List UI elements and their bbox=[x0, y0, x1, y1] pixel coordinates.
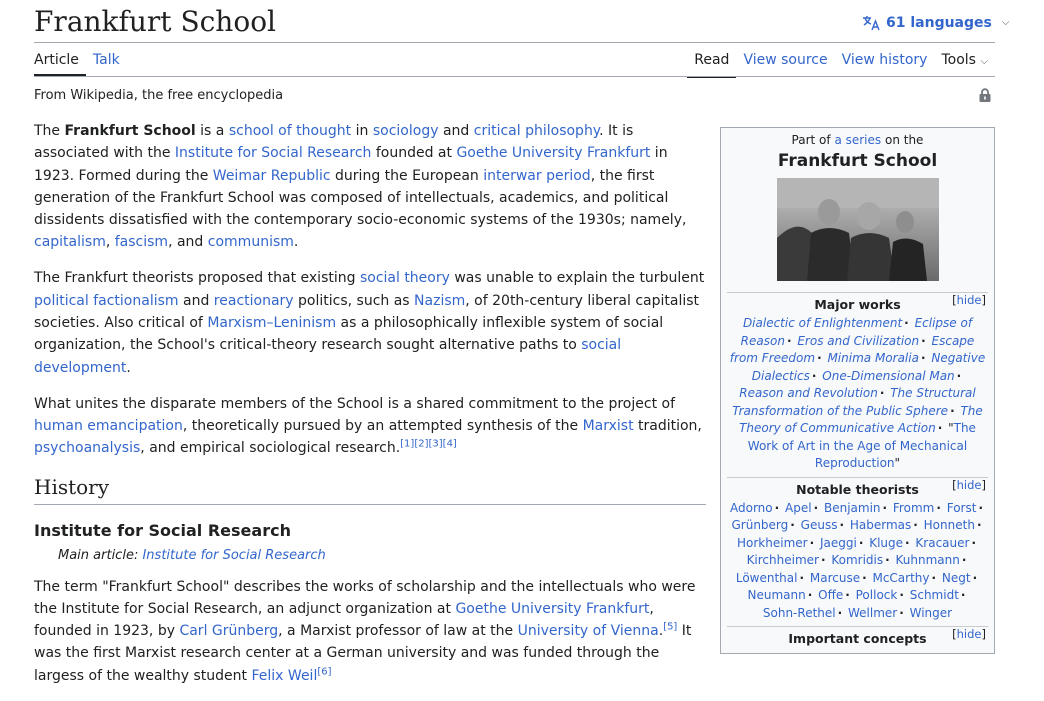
link-capitalism[interactable]: capitalism bbox=[34, 234, 106, 251]
reference-1[interactable]: [1] bbox=[400, 438, 415, 450]
tab-view-history[interactable]: View history bbox=[841, 52, 928, 68]
list-item[interactable]: Reason and Revolution bbox=[739, 386, 878, 400]
list-item[interactable]: The Structural Transformation of the Public Sphere bbox=[732, 386, 976, 418]
link-fascism[interactable]: fascism bbox=[114, 234, 169, 251]
list-item[interactable]: Grünberg bbox=[731, 518, 789, 532]
text: and bbox=[178, 292, 214, 309]
translate-icon bbox=[862, 15, 880, 31]
text: , and empirical sociological research. bbox=[140, 440, 401, 457]
list-item[interactable]: Kirchheimer bbox=[746, 553, 819, 567]
hide-link[interactable]: hide bbox=[956, 627, 982, 641]
title-divider bbox=[34, 42, 995, 43]
page-title: Frankfurt School bbox=[34, 5, 277, 38]
link-felix-weil[interactable]: Felix Weil bbox=[251, 667, 318, 684]
link-marxism-leninism[interactable]: Marxism–Leninism bbox=[207, 315, 337, 332]
link-university-of-vienna[interactable]: University of Vienna bbox=[517, 623, 659, 640]
tab-read[interactable]: Read bbox=[687, 50, 736, 78]
list-item[interactable]: Horkheimer bbox=[737, 535, 808, 550]
link-sociology[interactable]: sociology bbox=[372, 123, 439, 139]
text: politics, such as bbox=[293, 292, 415, 309]
list-item[interactable]: Apel bbox=[785, 500, 812, 515]
list-item[interactable]: Negt bbox=[941, 570, 971, 585]
link-social-development[interactable]: social development bbox=[34, 337, 622, 376]
major-works-list: Dialectic of Enlightenment · Eclipse of Reason · Eros and Civilization · Escape from Freedom · Minima Moralia · Negative Dialectics · One-Dimensional Man · Reason and Revolution · The Structural Transformation of the Public Sphere · The Theory of Communicative Action · "The Work of Art in the Age of Mechanical Reproduction" bbox=[729, 316, 986, 470]
text: The Frankfurt theorists proposed that existing bbox=[34, 270, 360, 287]
text: The bbox=[34, 123, 65, 139]
tabs-divider bbox=[34, 76, 995, 77]
main-article-note bbox=[34, 545, 706, 567]
hide-link[interactable]: hide bbox=[956, 477, 982, 492]
list-item[interactable]: Offe bbox=[818, 588, 844, 602]
paragraph-commitment bbox=[34, 393, 706, 460]
text: . bbox=[126, 359, 131, 376]
list-item[interactable]: Adorno bbox=[730, 500, 773, 515]
tools-label: Tools bbox=[941, 52, 976, 68]
language-selector[interactable] bbox=[862, 13, 1009, 33]
text: during the European bbox=[330, 167, 484, 184]
hide-toggle[interactable]: [hide] bbox=[952, 477, 986, 492]
text: It was the first Marxist research center at a German university and was funded through the largess of the wealthy student bbox=[34, 623, 692, 684]
text: , bbox=[105, 234, 115, 251]
section-heading-history: History bbox=[34, 473, 706, 505]
link-a-series[interactable]: a series bbox=[834, 133, 882, 147]
text: " bbox=[948, 421, 954, 435]
text: . It is associated with the bbox=[34, 123, 634, 162]
list-item[interactable]: Escape from Freedom bbox=[729, 333, 975, 365]
link-institute[interactable]: Institute for Social Research bbox=[174, 145, 372, 162]
chevron-down-icon: ⌵ bbox=[980, 56, 988, 67]
link-school-of-thought[interactable]: school of thought bbox=[228, 123, 352, 139]
text: on the bbox=[881, 133, 924, 147]
list-item[interactable]: Marcuse bbox=[809, 570, 861, 585]
text: , and bbox=[168, 234, 208, 251]
list-item[interactable]: Schmidt bbox=[909, 588, 959, 602]
hide-toggle[interactable]: [hide] bbox=[952, 293, 986, 307]
subsection-heading-isr: Institute for Social Research bbox=[34, 521, 291, 541]
list-item[interactable]: Sohn-Rethel bbox=[762, 605, 836, 620]
list-item[interactable]: One-Dimensional Man bbox=[822, 368, 955, 383]
paragraph-intro bbox=[34, 120, 706, 254]
reference-6[interactable]: [6] bbox=[317, 666, 332, 678]
list-item[interactable]: McCarthy bbox=[872, 570, 930, 585]
text: is a bbox=[195, 123, 229, 139]
text: Part of bbox=[791, 133, 835, 147]
text: was unable to explain the turbulent bbox=[449, 270, 705, 287]
text: , the first generation of the Frankfurt School was composed of intellectuals, academics, and political dissidents dissatisfied with the contemporary socio-economic systems of the 1930s; namely, bbox=[34, 167, 687, 229]
hide-link[interactable]: hide bbox=[956, 293, 982, 307]
text: The term "Frankfurt School" describes the works of scholarship and the intellectuals who were the Institute for Social Research, an adjunct organization at bbox=[34, 578, 696, 617]
list-item[interactable]: Fromm bbox=[892, 500, 935, 515]
link-goethe-university[interactable]: Goethe University Frankfurt bbox=[456, 145, 651, 162]
sidebar-above bbox=[721, 128, 994, 150]
reference-2[interactable]: [2] bbox=[414, 438, 429, 450]
reference-4[interactable]: [4] bbox=[442, 438, 457, 450]
list-item[interactable]: Geuss bbox=[800, 518, 838, 532]
text: " bbox=[894, 456, 901, 470]
text: tradition, bbox=[633, 417, 702, 434]
link-nazism[interactable]: Nazism bbox=[414, 292, 466, 309]
text: founded at bbox=[371, 145, 457, 162]
text: , founded in 1923, by bbox=[34, 600, 654, 640]
link-main-article[interactable]: Institute for Social Research bbox=[142, 548, 326, 564]
namespace-tabs bbox=[34, 50, 127, 76]
text: , of 20th-century liberal capitalist societies. Also critical of bbox=[34, 292, 700, 332]
text: . bbox=[658, 623, 664, 640]
language-count: 61 languages bbox=[886, 15, 992, 31]
sidebar-heading-theorists: Notable theorists bbox=[796, 481, 919, 497]
link-political-factionalism[interactable]: political factionalism bbox=[34, 292, 179, 309]
link-carl-grunberg[interactable]: Carl Grünberg bbox=[179, 623, 279, 640]
list-item[interactable]: Dialectic of Enlightenment bbox=[742, 316, 903, 330]
article-body bbox=[34, 120, 706, 701]
link-marxist[interactable]: Marxist bbox=[582, 417, 634, 434]
tools-menu[interactable] bbox=[934, 50, 995, 78]
view-tabs bbox=[687, 50, 995, 78]
main-article-label: Main article: bbox=[58, 548, 143, 564]
sidebar-group-theorists bbox=[727, 477, 988, 627]
paragraph-theorists bbox=[34, 267, 706, 378]
link-weimar-republic[interactable]: Weimar Republic bbox=[212, 167, 331, 184]
list-item[interactable]: The Work of Art in the Age of Mechanical Reproduction bbox=[747, 421, 976, 470]
text: , a Marxist professor of law at the bbox=[278, 623, 518, 640]
list-item[interactable]: Winger bbox=[909, 605, 953, 620]
tab-article[interactable]: Article bbox=[34, 50, 86, 76]
tab-view-source[interactable]: View source bbox=[743, 52, 828, 68]
list-item[interactable]: Minima Moralia bbox=[827, 351, 919, 365]
sidebar-group-major-works bbox=[727, 292, 988, 477]
list-item[interactable]: Kuhnmann bbox=[895, 553, 960, 567]
text: in bbox=[351, 123, 373, 139]
reference-3[interactable]: [3] bbox=[428, 438, 443, 450]
link-social-theory[interactable]: social theory bbox=[359, 270, 450, 287]
sidebar-title: Frankfurt School bbox=[777, 150, 938, 171]
list-item[interactable]: Pollock bbox=[855, 588, 898, 602]
text: and bbox=[438, 123, 474, 139]
list-item[interactable]: Benjamin bbox=[823, 500, 881, 515]
list-item[interactable]: Löwenthal bbox=[735, 570, 798, 585]
list-item[interactable]: Eclipse of Reason bbox=[740, 316, 973, 348]
text: as a philosophically inflexible system of social organization, the School's critical-theory research sought alternative paths to bbox=[34, 315, 664, 354]
list-item[interactable]: Neumann bbox=[747, 588, 806, 602]
chevron-down-icon: ⌵ bbox=[1001, 17, 1010, 28]
list-item[interactable]: Habermas bbox=[849, 518, 912, 532]
list-item[interactable]: Kluge bbox=[869, 535, 904, 550]
tagline: From Wikipedia, the free encyclopedia bbox=[34, 88, 284, 103]
tab-talk[interactable]: Talk bbox=[92, 52, 120, 68]
list-item[interactable]: The Theory of Communicative Action bbox=[739, 403, 983, 435]
text: . bbox=[293, 234, 299, 251]
list-item[interactable]: Kracauer bbox=[915, 535, 970, 550]
sidebar-heading-concepts: Important concepts bbox=[788, 631, 927, 646]
list-item[interactable]: Honneth bbox=[923, 518, 975, 532]
link-human-emancipation[interactable]: human emancipation bbox=[34, 417, 183, 434]
theorists-list: Adorno · Apel · Benjamin · Fromm · Forst · Grünberg · Geuss · Habermas · Honneth · Horkheimer · Jaeggi · Kluge · Kracauer · Kirchheimer · Komridis · Kuhnmann · Löwenthal · Marcuse · McCarthy · Negt · Neumann · Offe · Pollock · Schmidt · Sohn-Rethel · Wellmer · Winger bbox=[730, 500, 983, 620]
bold-term: Frankfurt School bbox=[64, 123, 196, 139]
link-critical-philosophy[interactable]: critical philosophy bbox=[473, 123, 600, 139]
text: in 1923. Formed during the bbox=[34, 145, 668, 184]
paragraph-history bbox=[34, 576, 706, 687]
link-communism[interactable]: communism bbox=[207, 234, 294, 251]
sidebar-group-concepts bbox=[727, 626, 988, 653]
link-interwar-period[interactable]: interwar period bbox=[483, 167, 591, 184]
list-item[interactable]: Komridis bbox=[831, 553, 884, 567]
list-item[interactable]: Forst bbox=[946, 500, 977, 515]
list-item[interactable]: Wellmer bbox=[848, 605, 898, 620]
text: , theoretically pursued by an attempted synthesis of the bbox=[182, 417, 583, 434]
link-reactionary[interactable]: reactionary bbox=[213, 292, 294, 309]
sidebar-heading-major-works: Major works bbox=[814, 297, 901, 312]
list-item[interactable]: Jaeggi bbox=[819, 535, 857, 550]
list-item[interactable]: Negative Dialectics bbox=[751, 351, 986, 383]
reference-5[interactable]: [5] bbox=[663, 621, 678, 633]
hide-toggle[interactable]: [hide] bbox=[952, 627, 986, 641]
link-goethe-university[interactable]: Goethe University Frankfurt bbox=[455, 600, 650, 617]
sidebar-photo[interactable] bbox=[777, 178, 939, 281]
lock-icon[interactable] bbox=[978, 88, 992, 102]
series-sidebar bbox=[720, 127, 995, 654]
text: What unites the disparate members of the School is a shared commitment to the project of bbox=[34, 395, 676, 412]
list-item[interactable]: Eros and Civilization bbox=[797, 333, 920, 348]
link-psychoanalysis[interactable]: psychoanalysis bbox=[34, 440, 141, 457]
